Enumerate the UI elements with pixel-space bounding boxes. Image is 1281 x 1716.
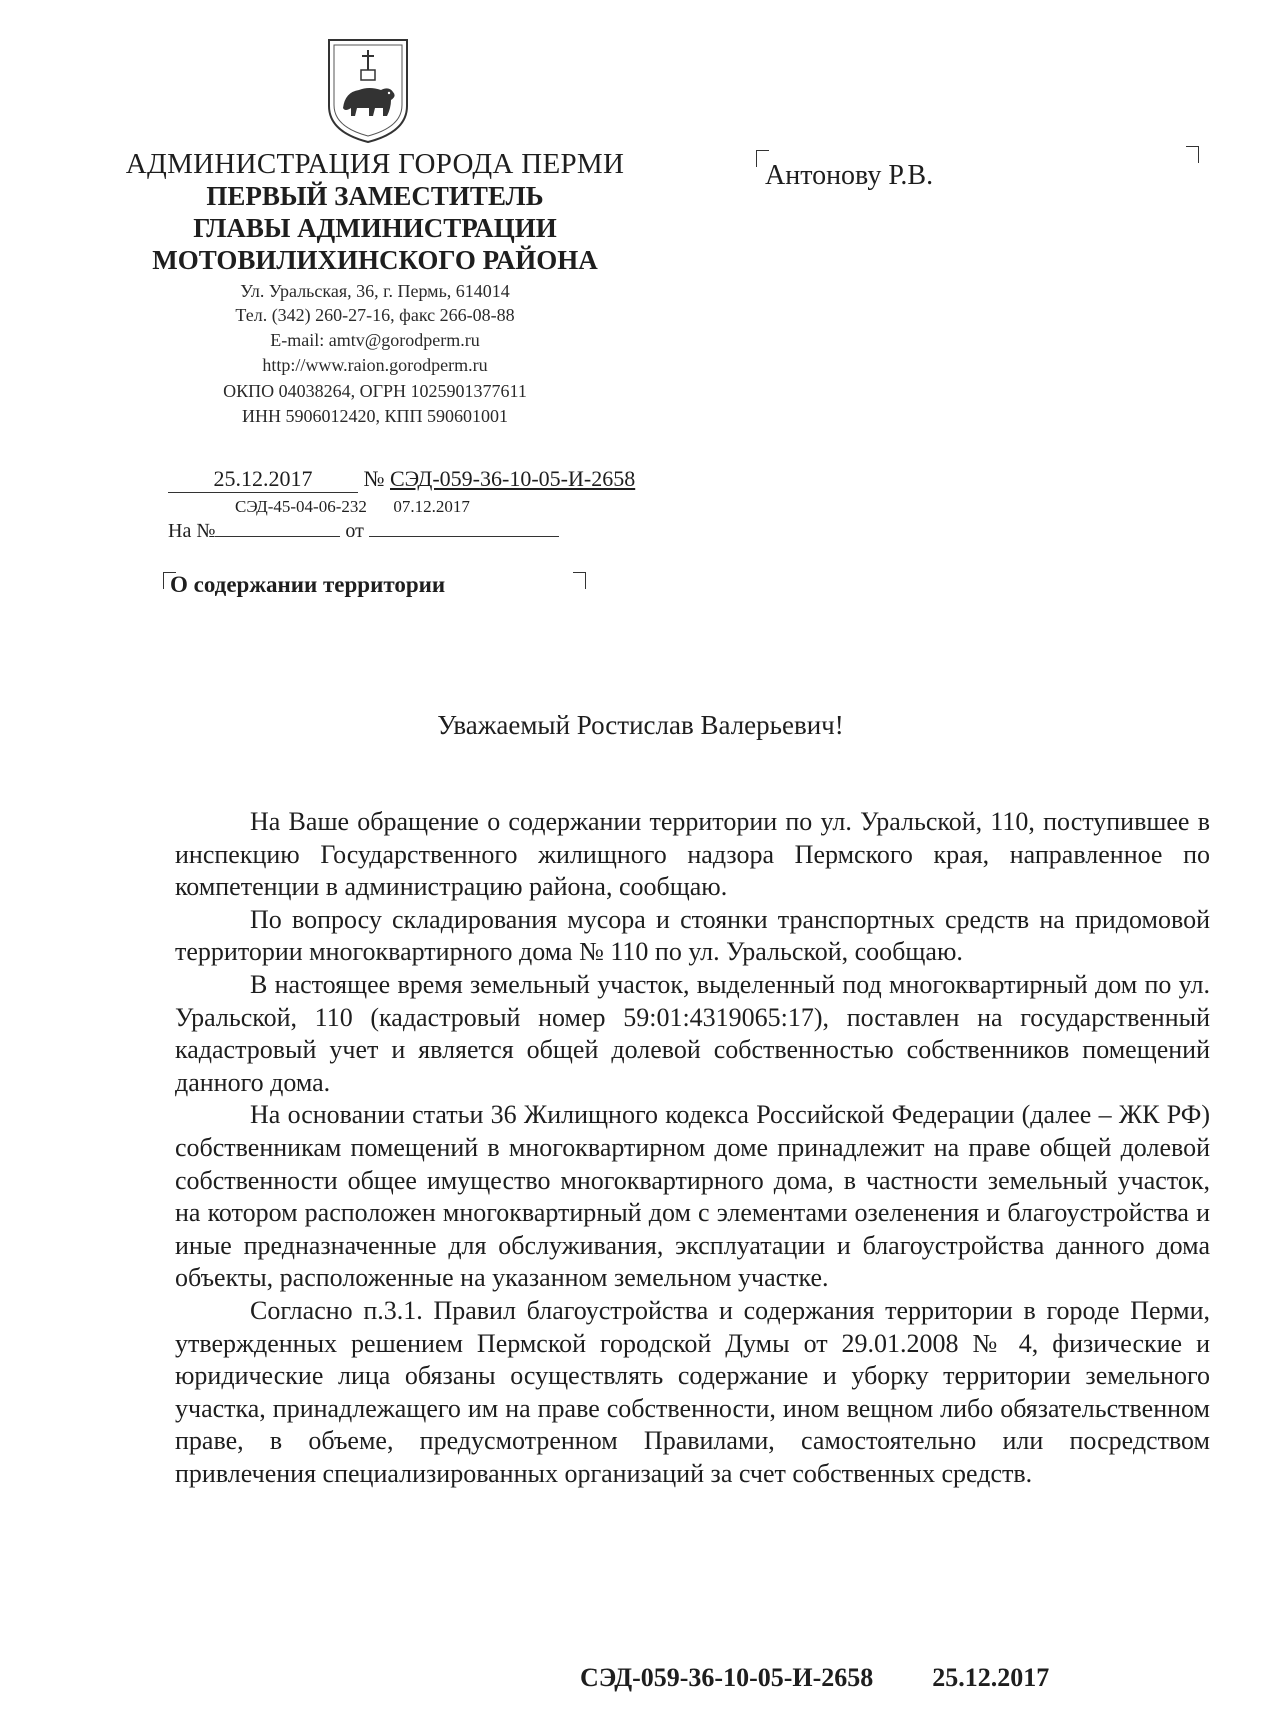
registration-date: 25.12.2017 [168,466,358,493]
addressee: Антонову Р.В. [765,160,934,191]
coat-of-arms-icon [325,36,411,144]
footer-doc-date: 25.12.2017 [932,1663,1050,1692]
official-title-line1: ПЕРВЫЙ ЗАМЕСТИТЕЛЬ [206,181,544,211]
registration-number: СЭД-059-36-10-05-И-2658 [390,466,636,491]
body-paragraph-1: На Ваше обращение о содержании территории по ул. Уральской, 110, поступившее в инспекцию Государственного жилищного надзора Пермского края, направленное по компетенции в администрацию района, сообщаю. [175,807,1210,902]
subject: О содержании территории [170,572,446,597]
org-name: АДМИНИСТРАЦИЯ ГОРОДА ПЕРМИ [125,148,625,180]
body-paragraph-3: В настоящее время земельный участок, выделенный под многоквартирный дом по ул. Уральской, 110 (кадастровый номер 59:01:4319065:17), поставлен на государственный кадастровый учет и является общей долевой собственностью собственников помещений данного дома. [175,969,1210,1097]
phone-fax: Тел. (342) 260-27-16, факс 266-08-88 [235,305,515,325]
footer-doc-number: СЭД-059-36-10-05-И-2658 [580,1663,874,1692]
registration-number-prefix: № [363,466,385,491]
reference-line [235,497,470,517]
letter-body [175,806,1210,1490]
reply-to-line [168,520,559,543]
from-blank [369,520,559,537]
salutation: Уважаемый Ростислав Валерьевич! [437,710,844,740]
email: E-mail: amtv@gorodperm.ru [270,330,480,350]
reference-date: 07.12.2017 [393,497,470,516]
official-title-line2: ГЛАВЫ АДМИНИСТРАЦИИ [193,213,557,243]
on-no-label: На № [168,520,216,542]
subject-corner-right [573,572,586,589]
website: http://www.raion.gorodperm.ru [262,355,488,375]
official-title-line3: МОТОВИЛИХИНСКОГО РАЙОНА [152,245,598,275]
address: Ул. Уральская, 36, г. Пермь, 614014 [240,281,510,301]
registration-line [168,466,635,493]
body-paragraph-5: Согласно п.3.1. Правил благоустройства и содержания территории в городе Перми, утвержденных решением Пермской городской Думы от 29.01.2008 № 4, физические и юридические лица обязаны осуществлять содержание и уборку территории земельного участка, принадлежащего им на праве собственности, ином вещном либо обязательственном праве, в объеме, предусмотренном Правилами, самостоятельно или посредством привлечения специализированных организаций за счет собственных средств. [175,1295,1210,1488]
footer [580,1663,1049,1693]
from-label: от [345,520,364,542]
body-paragraph-4: На основании статьи 36 Жилищного кодекса Российской Федерации (далее – ЖК РФ) собственникам помещений в многоквартирном доме принадлежит на праве общей долевой собственности общее имущество многоквартирного дома, в частности земельный участок, на котором расположен многоквартирный дом с элементами озеленения и благоустройства и иные предназначенные для обслуживания, эксплуатации и благоустройства данного дома объекты, расположенные на указанном земельном участке. [175,1100,1210,1293]
okpo-ogrn: ОКПО 04038264, ОГРН 1025901377611 [223,381,527,401]
addressee-corner-right [1186,146,1199,163]
on-no-blank [215,520,340,537]
inn-kpp: ИНН 5906012420, КПП 590601001 [241,406,508,426]
body-paragraph-2: По вопросу складирования мусора и стоянки транспортных средств на придомовой территории многоквартирного дома № 110 по ул. Уральской, сообщаю. [175,904,1210,967]
reference-number: СЭД-45-04-06-232 [235,497,367,516]
